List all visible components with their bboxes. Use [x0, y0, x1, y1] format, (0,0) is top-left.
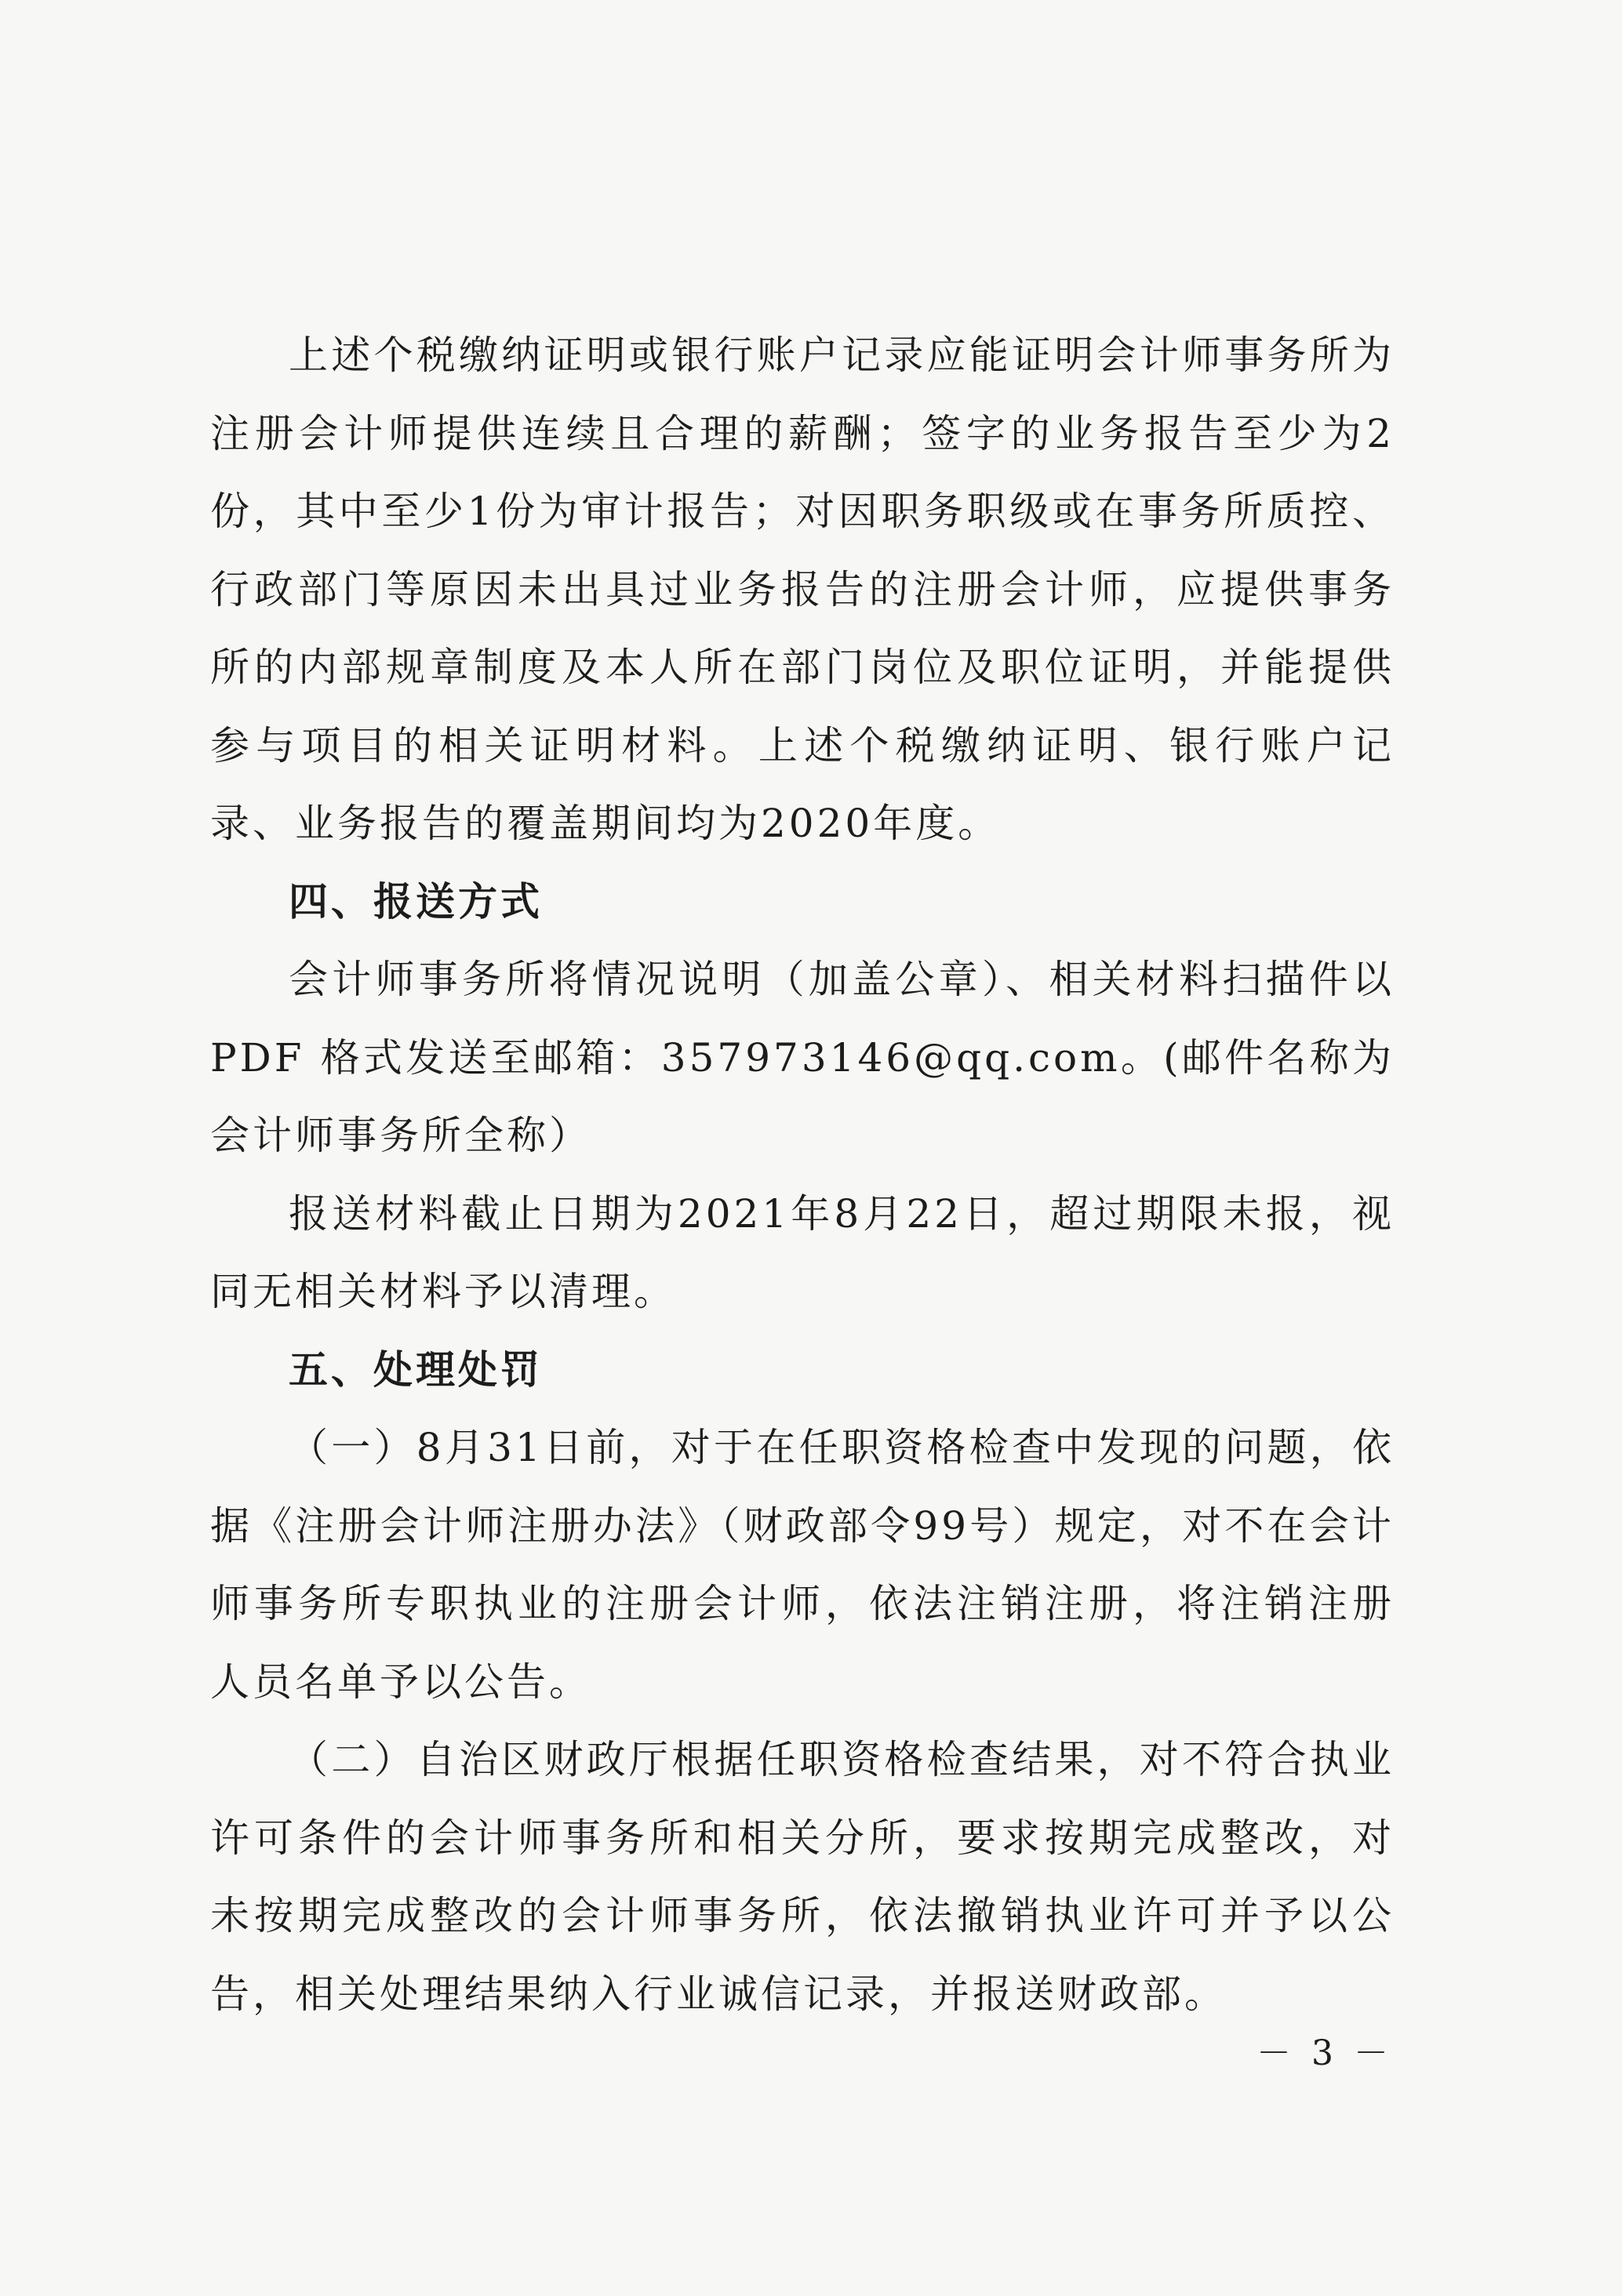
section-heading-penalties: 五、处理处罚: [289, 1346, 543, 1393]
paragraph-salary-proof: 上述个税缴纳证明或银行账户记录应能证明会计师事务所为注册会计师提供连续且合理的薪酬；签字的业务报告至少为2份，其中至少1份为审计报告；对因职务职级或在事务所质控、行政部门等原因未出具过业务报告的注册会计师，应提供事务所的内部规章制度及本人所在部门岗位及职位证明，并能提供参与项目的相关证明材料。上述个税缴纳证明、银行账户记录、业务报告的覆盖期间均为2020年度。: [210, 332, 1395, 846]
paragraph-penalty-two: （二）自治区财政厅根据任职资格检查结果，对不符合执业许可条件的会计师事务所和相关分所，要求按期完成整改，对未按期完成整改的会计师事务所，依法撤销执业许可并予以公告，相关处理结果纳入行业诚信记录，并报送财政部。: [210, 1737, 1395, 2017]
paragraph-deadline: 报送材料截止日期为2021年8月22日，超过期限未报，视同无相关材料予以清理。: [210, 1190, 1395, 1314]
paragraph-submission-email: 会计师事务所将情况说明（加盖公章）、相关材料扫描件以PDF 格式发送至邮箱：357973146@qq.com。(邮件名称为会计师事务所全称）: [210, 957, 1395, 1158]
section-heading-submission-method: 四、报送方式: [289, 878, 543, 925]
document-body: [210, 317, 1395, 2033]
page-number: － 3 －: [1257, 2033, 1393, 2073]
paragraph-penalty-one: （一）8月31日前，对于在任职资格检查中发现的问题，依据《注册会计师注册办法》（财政部令99号）规定，对不在会计师事务所专职执业的注册会计师，依法注销注册，将注销注册人员名单予以公告。: [210, 1425, 1395, 1705]
